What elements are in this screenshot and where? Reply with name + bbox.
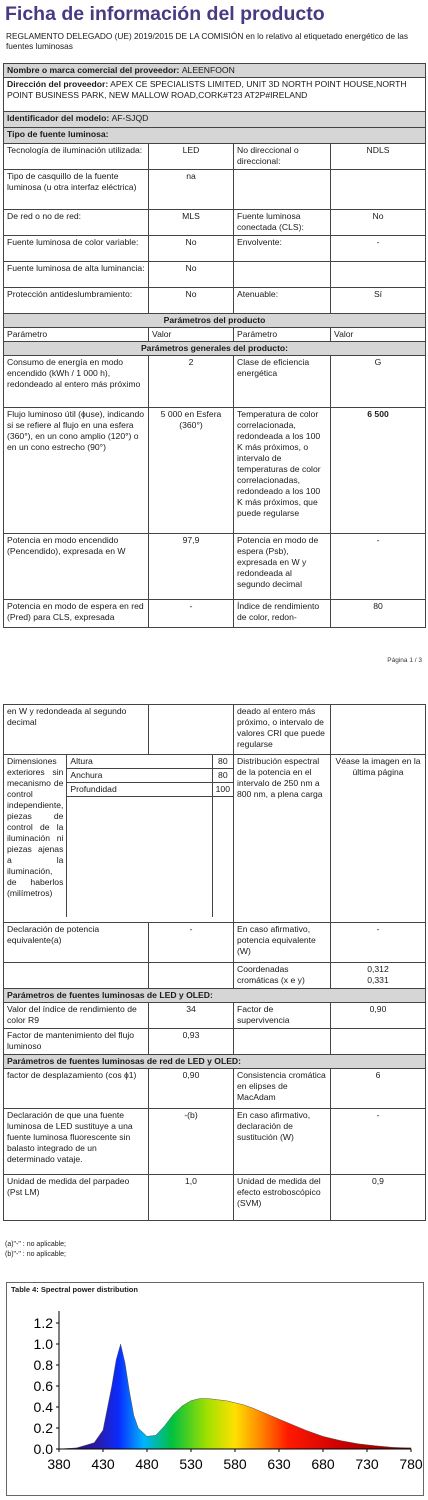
x-tick-label: 480 <box>135 1456 159 1472</box>
table-row: Valor del índice de rendimiento de color R9 34 Factor de supervivencia 0,90 <box>4 1003 426 1029</box>
dim-width-label: Anchura <box>67 769 212 783</box>
y-tick-label: 0.8 <box>33 1357 53 1373</box>
dimensions-label: Dimensiones exteriores sin mecanismo de control independiente, piezas de control de la iluminación ni piezas ajenas a la iluminación, de haberlos (milímetros) <box>4 755 67 917</box>
y-tick-label: 1.2 <box>33 1315 53 1331</box>
table-row: Coordenadas cromáticas (x e y) 0,312 0,331 <box>4 963 426 989</box>
mains-led-params-heading: Parámetros de fuentes luminosas de red de LED y OLED: <box>4 1055 426 1069</box>
product-params-heading: Parámetros del producto <box>4 314 426 328</box>
y-tick-label: 0.6 <box>33 1378 53 1394</box>
spectral-plot-svg <box>7 1283 423 1495</box>
footnotes <box>5 1240 66 1260</box>
table-row: Potencia en modo de espera en red (Pred) para CLS, expresada - Índice de rendimiento de color, redon- 80 <box>4 600 426 628</box>
table-row: Declaración de que una fuente luminosa de LED sustituye a una fuente luminosa fluorescente sin balasto integrado de un determinado vataje. -(b) En caso afirmativo, declaración de sustitución (W) - <box>4 1109 426 1175</box>
x-tick-label: 530 <box>179 1456 203 1472</box>
supplier-name-row: Nombre o marca comercial del proveedor: ALEENFOON <box>4 64 426 78</box>
x-tick-label: 580 <box>223 1456 247 1472</box>
spectral-curve-area <box>59 1344 411 1449</box>
column-header-row: Parámetro Valor Parámetro Valor <box>4 328 426 342</box>
table-row: Tecnología de iluminación utilizada: LED No direccional o direccional: NDLS <box>4 144 426 170</box>
table-row: Factor de mantenimiento del flujo luminoso 0,93 <box>4 1029 426 1055</box>
y-tick-label: 0.2 <box>33 1420 53 1436</box>
table-row: factor de desplazamiento (cos ɸ1) 0,90 Consistencia cromática en elipses de MacAdam 6 <box>4 1069 426 1109</box>
supplier-address-row: Dirección del proveedor: APEX CE SPECIALISTS LIMITED, UNIT 3D NORTH POINT HOUSE,NORTH POINT BUSINESS PARK, NEW MALLOW ROAD,CORK#T23 AT2P#IRELAND <box>4 78 426 112</box>
led-params-heading: Parámetros de fuentes luminosas de LED y OLED: <box>4 989 426 1003</box>
x-tick-label: 780 <box>399 1456 423 1472</box>
x-tick-label: 730 <box>355 1456 379 1472</box>
table-row: Unidad de medida del parpadeo (Pst LM) 1,0 Unidad de medida del efecto estroboscópico (SVM) 0,9 <box>4 1175 426 1221</box>
y-tick-label: 0.4 <box>33 1399 53 1415</box>
table-row: De red o no de red: MLS Fuente luminosa conectada (CLS): No <box>4 210 426 236</box>
y-tick-label: 0.0 <box>33 1441 53 1457</box>
x-tick-label: 430 <box>91 1456 115 1472</box>
dim-width-value: 80 <box>212 769 233 783</box>
table-row: Potencia en modo encendido (Pencendido), expresada en W 97,9 Potencia en modo de espera (Psb), expresada en W y redondeada al segundo decimal - <box>4 534 426 600</box>
table-row: Flujo luminoso útil (ɸuse), indicando si se refiere al flujo en una esfera (360°), en un cono amplio (120°) o en un cono estrecho (90°) 5 000 en Esfera (360°) Temperatura de color correlacionada, redondeada a los 100 K más próximos, o intervalo de temperaturas de color correlacionadas, redondeado a los 100 K más próximos, que puede regularse 6 500 <box>4 408 426 534</box>
table-row: en W y redondeada al segundo decimal deado al entero más próximo, o intervalo de valores CRI que puede regularse <box>4 705 426 755</box>
regulation-subtitle: REGLAMENTO DELEGADO (UE) 2019/2015 DE LA COMISIÓN en lo relativo al etiquetado energético de las fuentes luminosas <box>6 31 408 52</box>
table-row: Protección antideslumbramiento: No Atenuable: Sí <box>4 288 426 314</box>
spectral-chart <box>6 1282 424 1496</box>
dimensions-row: Dimensiones exteriores sin mecanismo de control independiente, piezas de control de la iluminación ni piezas ajenas a la iluminación, de haberlos (milímetros) Altura 80 Anchura 80 Profundidad 100 Distribución espectral de la potencia en el intervalo de 250 nm a 800 nm, a plena carga Véase la imagen en la última página <box>4 755 426 923</box>
source-type-heading: Tipo de fuente luminosa: <box>4 128 426 144</box>
model-row: Identificador del modelo: AF-SJQD <box>4 112 426 128</box>
product-info-table-page1 <box>3 63 426 628</box>
x-tick-label: 630 <box>267 1456 291 1472</box>
y-tick-label: 1.0 <box>33 1336 53 1352</box>
table-row: Fuente luminosa de color variable: No Envolvente: - <box>4 236 426 262</box>
x-tick-label: 680 <box>311 1456 335 1472</box>
dim-height-label: Altura <box>67 755 212 769</box>
dim-depth-label: Profundidad <box>67 783 212 797</box>
page-title: Ficha de información del producto <box>5 3 325 25</box>
table-row: Tipo de casquillo de la fuente luminosa (u otra interfaz eléctrica) na <box>4 170 426 210</box>
table-row: Fuente luminosa de alta luminancia: No <box>4 262 426 288</box>
table-row: Declaración de potencia equivalente(a) - En caso afirmativo, potencia equivalente (W) - <box>4 923 426 963</box>
page-number: Página 1 / 3 <box>387 657 422 664</box>
product-info-table-page2 <box>3 704 426 1221</box>
dim-height-value: 80 <box>212 755 233 769</box>
x-tick-label: 380 <box>47 1456 71 1472</box>
footnote-a: (a)"-" : no aplicable; <box>5 1241 66 1248</box>
dim-depth-value: 100 <box>212 783 233 797</box>
chart-title: Table 4: Spectral power distribution <box>11 1285 138 1294</box>
general-params-heading: Parámetros generales del producto: <box>4 342 426 356</box>
footnote-b: (b)"-" : no aplicable; <box>5 1251 66 1259</box>
table-row: Consumo de energía en modo encendido (kWh / 1 000 h), redondeado al entero más próximo 2 Clase de eficiencia energética G <box>4 356 426 408</box>
